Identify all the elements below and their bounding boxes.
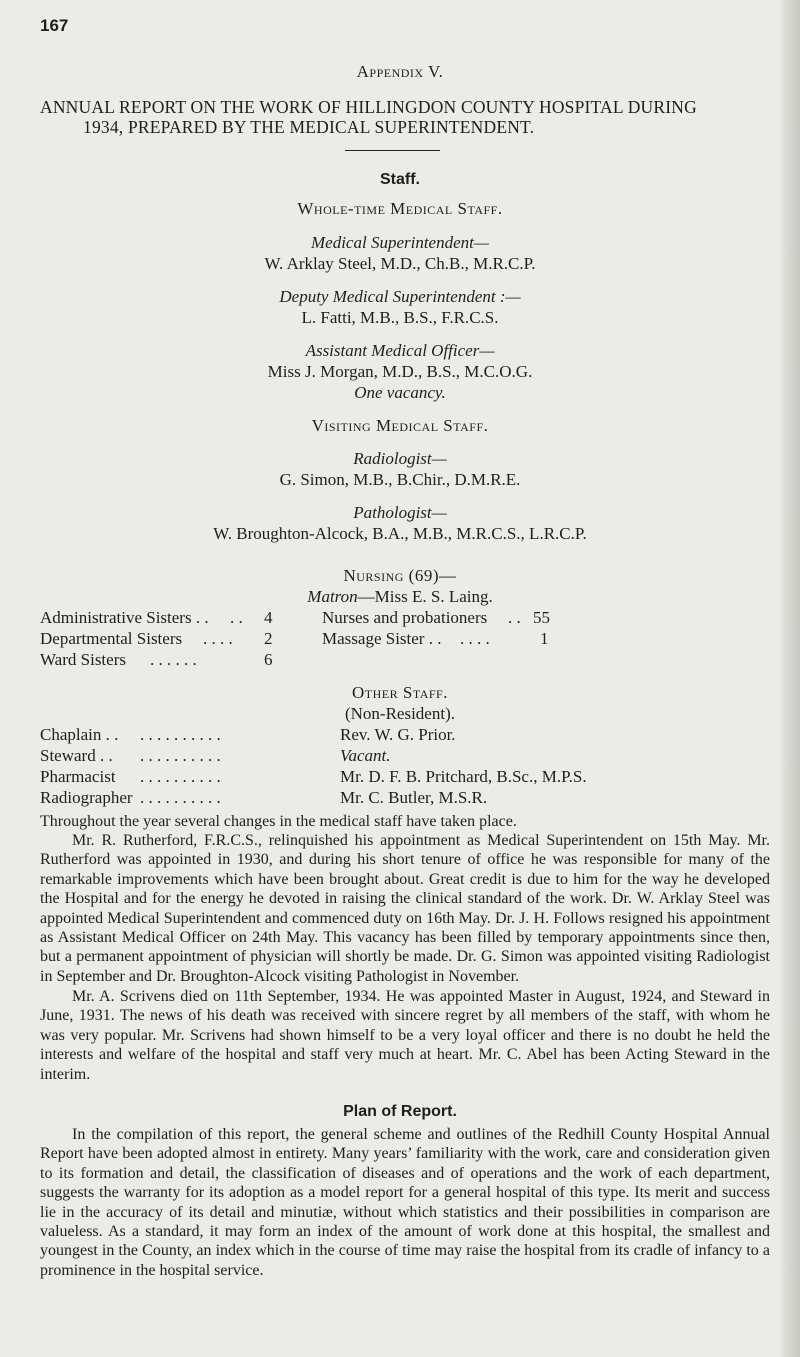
assistant-medical-officer-role: Assistant Medical Officer— <box>305 341 495 360</box>
other-row-radiographer-name: Mr. C. Butler, M.S.R. <box>340 788 488 807</box>
nursing-row-admin-label: Administrative Sisters . . <box>40 608 209 627</box>
nursing-row-admin-dots: . . <box>230 608 243 627</box>
nursing-row-admin-value: 4 <box>264 608 273 627</box>
deputy-superintendent-role: Deputy Medical Superintendent :— <box>279 287 521 306</box>
other-row-radiographer-dots: . . . . . . . . . . <box>140 788 221 807</box>
paragraph-scrivens: Mr. A. Scrivens died on 11th September, 1934. He was appointed Master in August, 1924, and Steward in June, 1931. The news of his death was received with sincere regret by all members of the staff, with whom he was very popular. Mr. Scrivens had shown himself to be a very loyal officer and there is no doubt he held the interests and welfare of the hospital and staff very much at heart. Mr. C. Abel has been Acting Steward in the interim. <box>40 988 770 1083</box>
other-row-pharmacist-name: Mr. D. F. B. Pritchard, B.Sc., M.P.S. <box>340 767 587 786</box>
nursing-row-ward-label: Ward Sisters <box>40 650 126 669</box>
nursing-row-massage-value: 1 <box>540 629 549 648</box>
staff-heading: Staff. <box>380 171 420 188</box>
report-title-line2: 1934, PREPARED BY THE MEDICAL SUPERINTENDENT. <box>83 117 535 137</box>
page-number: 167 <box>40 16 69 35</box>
pathologist-role: Pathologist— <box>353 503 447 522</box>
nursing-row-massage-dots: . . . . <box>460 629 490 648</box>
wholetime-staff-heading: Whole-time Medical Staff. <box>297 199 503 218</box>
nursing-row-massage-label: Massage Sister . . <box>322 629 442 648</box>
paragraph-plan-of-report: In the compilation of this report, the general scheme and outlines of the Redhill County Hospital Annual Report have been adopted almost in entirety. Many years’ familiarity with the work, care and consideration given to its formation and detail, the classification of diseases and of operations and the work of each department, suggests the warranty for its adoption as a model report for a general hospital of this type. Its merit and success lie in the accuracy of its detail and minutiæ, without which statistics and their possibilities in comparison are valueless. As a standard, it may form an index of the amount of work done at this hospital, the smallest and youngest in the County, an index which in the course of time may raise the hospital from its cradle of infancy to a prominence in the hospital service. <box>40 1126 770 1279</box>
other-row-steward-name: Vacant. <box>340 746 391 765</box>
report-title-line1: ANNUAL REPORT ON THE WORK OF HILLINGDON COUNTY HOSPITAL DURING <box>40 97 697 117</box>
nursing-row-departmental-label: Departmental Sisters <box>40 629 183 648</box>
nursing-row-departmental-value: 2 <box>264 629 273 648</box>
pathologist-name: W. Broughton-Alcock, B.A., M.B., M.R.C.S., L.R.C.P. <box>213 524 587 543</box>
other-row-chaplain-role: Chaplain . . <box>40 725 119 744</box>
nursing-row-nurses-value: 55 <box>533 608 550 627</box>
other-row-pharmacist-role: Pharmacist <box>40 767 116 786</box>
visiting-staff-heading: Visiting Medical Staff. <box>311 416 489 435</box>
other-row-steward-dots: . . . . . . . . . . <box>140 746 221 765</box>
nursing-row-departmental-dots: . . . . <box>203 629 233 648</box>
paragraph-changes-intro: Throughout the year several changes in the medical staff have taken place. <box>40 813 517 830</box>
appendix-label: Appendix V. <box>356 62 444 81</box>
assistant-medical-officer-name: Miss J. Morgan, M.D., B.S., M.C.O.G. <box>267 362 533 381</box>
matron-label: Matron <box>307 587 358 606</box>
other-row-steward-role: Steward . . <box>40 746 113 765</box>
nursing-row-ward-dots: . . . . . . <box>150 650 197 669</box>
matron-line <box>0 587 800 607</box>
divider-rule <box>345 150 440 151</box>
vacancy-note: One vacancy. <box>354 383 446 402</box>
other-row-chaplain-name: Rev. W. G. Prior. <box>340 725 456 744</box>
other-staff-heading: Other Staff. <box>352 683 448 702</box>
other-row-pharmacist-dots: . . . . . . . . . . <box>140 767 221 786</box>
medical-superintendent-role: Medical Superintendent— <box>311 233 489 252</box>
other-row-chaplain-dots: . . . . . . . . . . <box>140 725 221 744</box>
nursing-heading: Nursing (69)— <box>343 566 457 585</box>
other-row-radiographer-role: Radiographer <box>40 788 133 807</box>
matron-name: —Miss E. S. Laing. <box>357 587 493 606</box>
medical-superintendent-name: W. Arklay Steel, M.D., Ch.B., M.R.C.P. <box>264 254 536 273</box>
paragraph-rutherford: Mr. R. Rutherford, F.R.C.S., relinquished his appointment as Medical Superintendent on 15th May. Mr. Rutherford was appointed in 1930, and during his short tenure of office he was responsible for many of the remarkable improvements which have been brought about. Great credit is due to him for the way he developed the Hospital and for the energy he devoted in raising the clinical standard of the work. Dr. W. Arklay Steel was appointed Medical Superintendent and commenced duty on 16th May. Dr. J. H. Follows resigned his appointment as Assistant Medical Officer on 24th May. This vacancy has been filled by temporary appointments since then, but a permanent appointment of physician will shortly be made. Dr. G. Simon was appointed visiting Radiologist in September and Dr. Broughton-Alcock visiting Pathologist in November. <box>40 832 770 985</box>
other-staff-subheading: (Non-Resident). <box>344 704 455 723</box>
radiologist-role: Radiologist— <box>353 449 447 468</box>
nursing-row-nurses-dots: . . <box>508 608 521 627</box>
plan-of-report-heading: Plan of Report. <box>343 1103 457 1120</box>
deputy-superintendent-name: L. Fatti, M.B., B.S., F.R.C.S. <box>301 308 499 327</box>
nursing-row-nurses-label: Nurses and probationers <box>322 608 488 627</box>
radiologist-name: G. Simon, M.B., B.Chir., D.M.R.E. <box>279 470 521 489</box>
nursing-row-ward-value: 6 <box>264 650 273 669</box>
